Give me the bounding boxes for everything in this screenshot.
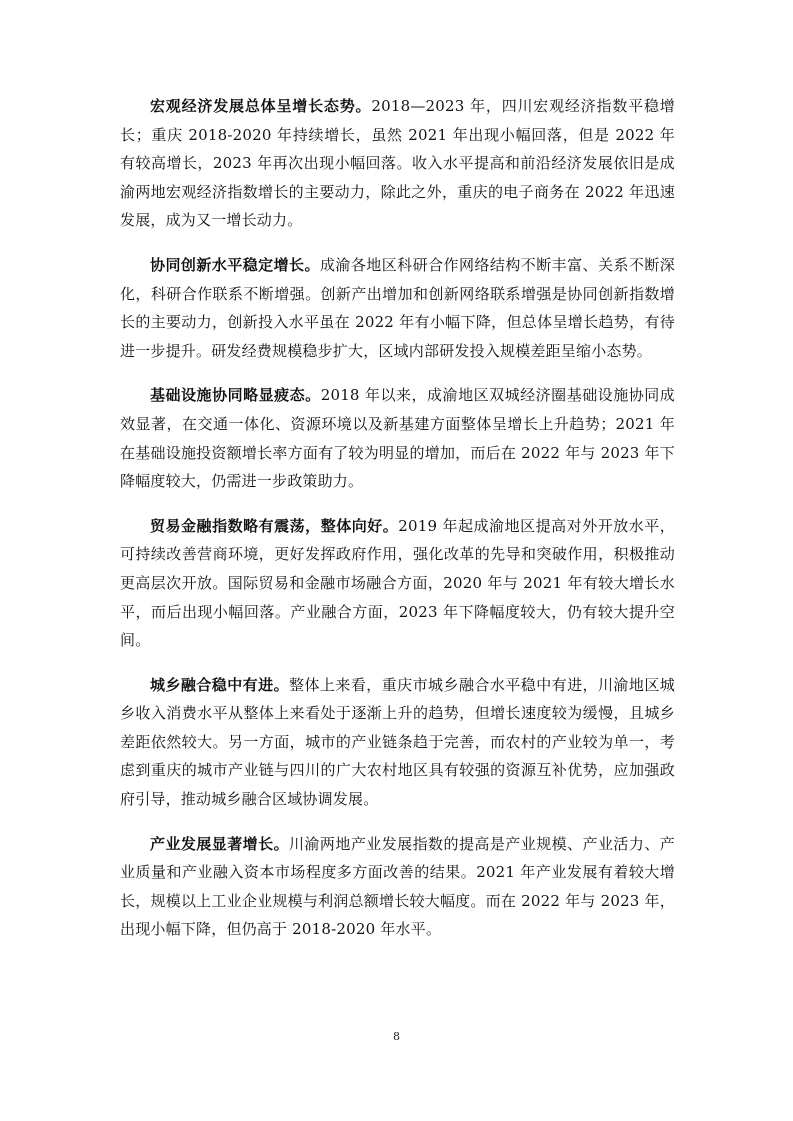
paragraph-industry [120, 830, 675, 944]
body-text [120, 92, 675, 960]
paragraph-lead: 产业发展显著增长。 [150, 834, 290, 853]
paragraph-body: 川渝两地产业发展指数的提高是产业规模、产业活力、产业质量和产业融入资本市场程度多方面改善的结果。2021 年产业发展有着较大增长，规模以上工业企业规模与利润总额增长较大幅度。而在 2022 年与 2023 年，出现小幅下降，但仍高于 2018-2020 年水平。 [120, 834, 675, 939]
paragraph-innovation [120, 251, 675, 365]
page-number: 8 [393, 1030, 400, 1043]
paragraph-body: 2019 年起成渝地区提高对外开放水平，可持续改善营商环境，更好发挥政府作用，强化改革的先导和突破作用，积极推动更高层次开放。国际贸易和金融市场融合方面，2020 年与 2021 年有较大增长水平，而后出现小幅回落。产业融合方面，2023 年下降幅度较大，仍有较大提升空间。 [120, 516, 676, 650]
paragraph-body: 整体上来看，重庆市城乡融合水平稳中有进，川渝地区城乡收入消费水平从整体上来看处于逐渐上升的趋势，但增长速度较为缓慢，且城乡差距依然较大。另一方面，城市的产业链条趋于完善，而农村的产业较为单一，考虑到重庆的城市产业链与四川的广大农村地区具有较强的资源互补优势，应加强政府引导，推动城乡融合区域协调发展。 [120, 675, 675, 809]
paragraph-lead: 协同创新水平稳定增长。 [150, 255, 320, 274]
paragraph-lead: 城乡融合稳中有进。 [150, 675, 290, 694]
paragraph-lead: 宏观经济发展总体呈增长态势。 [150, 97, 372, 115]
paragraph-lead: 贸易金融指数略有震荡，整体向好。 [150, 516, 399, 535]
paragraph-body: 2018—2023 年，四川宏观经济指数平稳增长；重庆 2018-2020 年持续增长，虽然 2021 年出现小幅回落，但是 2022 年有较高增长，2023 年再次出现小幅回落。收入水平提高和前沿经济发展依旧是成渝两地宏观经济指数增长的主要动力，除此之外，重庆的电子商务在 2022 年迅速发展，成为又一增长动力。 [120, 97, 675, 230]
paragraph-infrastructure [120, 381, 675, 495]
paragraph-body: 2018 年以来，成渝地区双城经济圈基础设施协同成效显著，在交通一体化、资源环境以及新基建方面整体呈增长上升趋势；2021 年在基础设施投资额增长率方面有了较为明显的增加，而后在 2022 年与 2023 年下降幅度较大，仍需进一步政策助力。 [120, 386, 675, 491]
paragraph-lead: 基础设施协同略显疲态。 [150, 386, 321, 405]
paragraph-macro-economy [120, 92, 675, 235]
paragraph-urban-rural [120, 671, 675, 814]
paragraph-body: 成渝各地区科研合作网络结构不断丰富、关系不断深化，科研合作联系不断增强。创新产出增加和创新网络联系增强是协同创新指数增长的主要动力，创新投入水平虽在 2022 年有小幅下降，但总体呈增长趋势，有待进一步提升。研发经费规模稳步扩大，区域内部研发投入规模差距呈缩小态势。 [120, 255, 675, 360]
paragraph-trade-finance [120, 512, 675, 655]
